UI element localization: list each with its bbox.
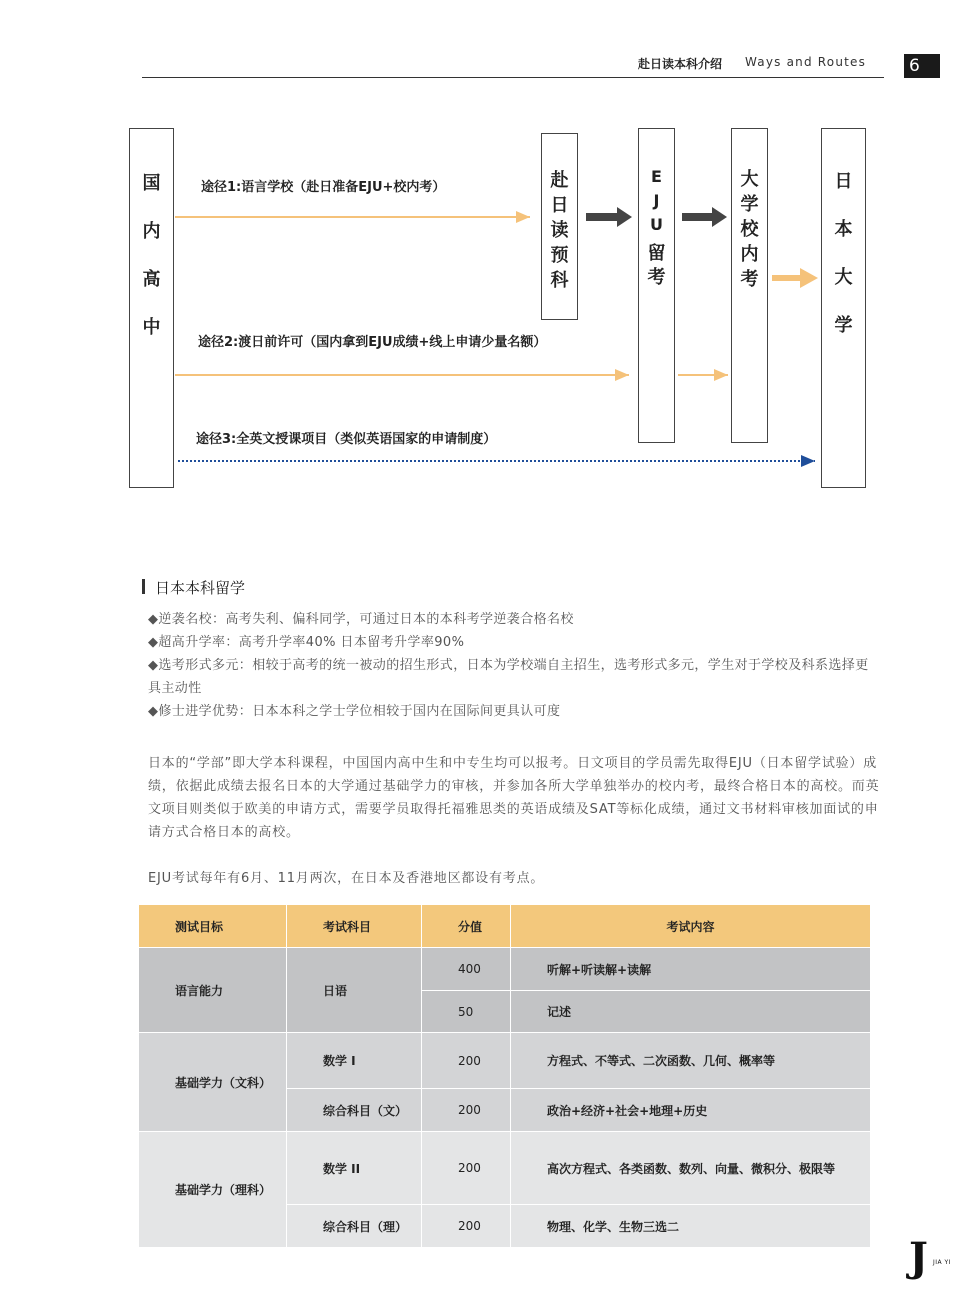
page-number: 6 <box>904 54 940 78</box>
row-subject: 数学 I <box>287 1033 421 1088</box>
univ-internal-exam-box: 大 学 校 内 考 <box>731 128 768 443</box>
univ-to-japan-arrow <box>772 268 818 288</box>
brand-logo-text: JIA YI <box>933 1259 951 1266</box>
row-content: 记述 <box>511 991 870 1032</box>
row-score: 200 <box>422 1205 510 1247</box>
row-subject: 数学 II <box>287 1132 421 1204</box>
eju-to-univ-arrow <box>682 207 727 227</box>
row-score: 400 <box>422 948 510 990</box>
header-title: 赴日读本科介绍 <box>638 57 723 71</box>
group-subject-japanese: 日语 <box>287 948 421 1032</box>
row-content: 物理、化学、生物三选二 <box>511 1205 870 1247</box>
japan-university-box: 日 本 大 学 <box>821 128 866 488</box>
section-title: 日本本科留学 <box>155 579 246 597</box>
routes-diagram <box>0 0 973 520</box>
group-target-language: 语言能力 <box>139 948 286 1032</box>
eju-subjects-table <box>139 905 870 1247</box>
route1-label: 途径1:语言学校（赴日准备EJU+校内考） <box>201 180 446 195</box>
prep-to-eju-arrow <box>586 207 632 227</box>
brand-logo-mark: J <box>909 1234 928 1281</box>
th-target: 测试目标 <box>139 905 286 947</box>
route2-label: 途径2:渡日前许可（国内拿到EJU成绩+线上申请少量名额） <box>198 335 547 350</box>
group-target-liberal-arts: 基础学力（文科） <box>139 1033 286 1131</box>
row-subject: 综合科目（文） <box>287 1089 421 1131</box>
row-content: 政治+经济+社会+地理+历史 <box>511 1089 870 1131</box>
row-subject: 综合科目（理） <box>287 1205 421 1247</box>
benefit-item: ◆选考形式多元：相较于高考的统一被动的招生形式，日本为学校端自主招生，选考形式多元，学生对于学校及科系选择更具主动性 <box>148 658 869 696</box>
intro-paragraph: 日本的“学部”即大学本科课程，中国国内高中生和中专生均可以报考。日文项目的学员需先取得EJU（日本留学试验）成绩，依据此成绩去报名日本的大学通过基础学力的审核，并参加各所大学单独举办的校内考，最终合格日本的高校。而英文项目则类似于欧美的申请方式，需要学员取得托福雅思类的英语成绩及SAT等标化成绩，通过文书材料审核加面试的申请方式合格日本的高校。 <box>148 756 880 840</box>
row-score: 200 <box>422 1033 510 1088</box>
prep-school-box: 赴 日 读 预 科 <box>541 133 578 320</box>
row-score: 200 <box>422 1132 510 1204</box>
row-content: 高次方程式、各类函数、数列、向量、微积分、极限等 <box>511 1132 870 1204</box>
row-content: 方程式、不等式、二次函数、几何、概率等 <box>511 1033 870 1088</box>
eju-note: EJU考试每年有6月、11月两次，在日本及香港地区都设有考点。 <box>148 871 545 886</box>
benefit-item: ◆超高升学率：高考升学率40% 日本留考升学率90% <box>148 635 465 650</box>
th-subject: 考试科目 <box>287 905 421 947</box>
row-content: 听解+听读解+读解 <box>511 948 870 990</box>
route3-label: 途径3:全英文授课项目（类似英语国家的申请制度） <box>196 432 497 447</box>
group-target-science: 基础学力（理科） <box>139 1132 286 1247</box>
domestic-highschool-box: 国 内 高 中 <box>129 128 174 488</box>
th-score: 分值 <box>422 905 510 947</box>
th-content: 考试内容 <box>511 905 870 947</box>
eju-exam-box: E J U 留 考 <box>638 128 675 443</box>
section-marker <box>142 579 145 594</box>
benefit-item: ◆逆袭名校：高考失利、偏科同学，可通过日本的本科考学逆袭合格名校 <box>148 612 574 627</box>
benefit-item: ◆修士进学优势：日本本科之学士学位相较于国内在国际间更具认可度 <box>148 704 561 719</box>
row-score: 200 <box>422 1089 510 1131</box>
header-subtitle: Ways and Routes <box>745 55 867 69</box>
benefits-list <box>148 608 878 723</box>
row-score: 50 <box>422 991 510 1032</box>
